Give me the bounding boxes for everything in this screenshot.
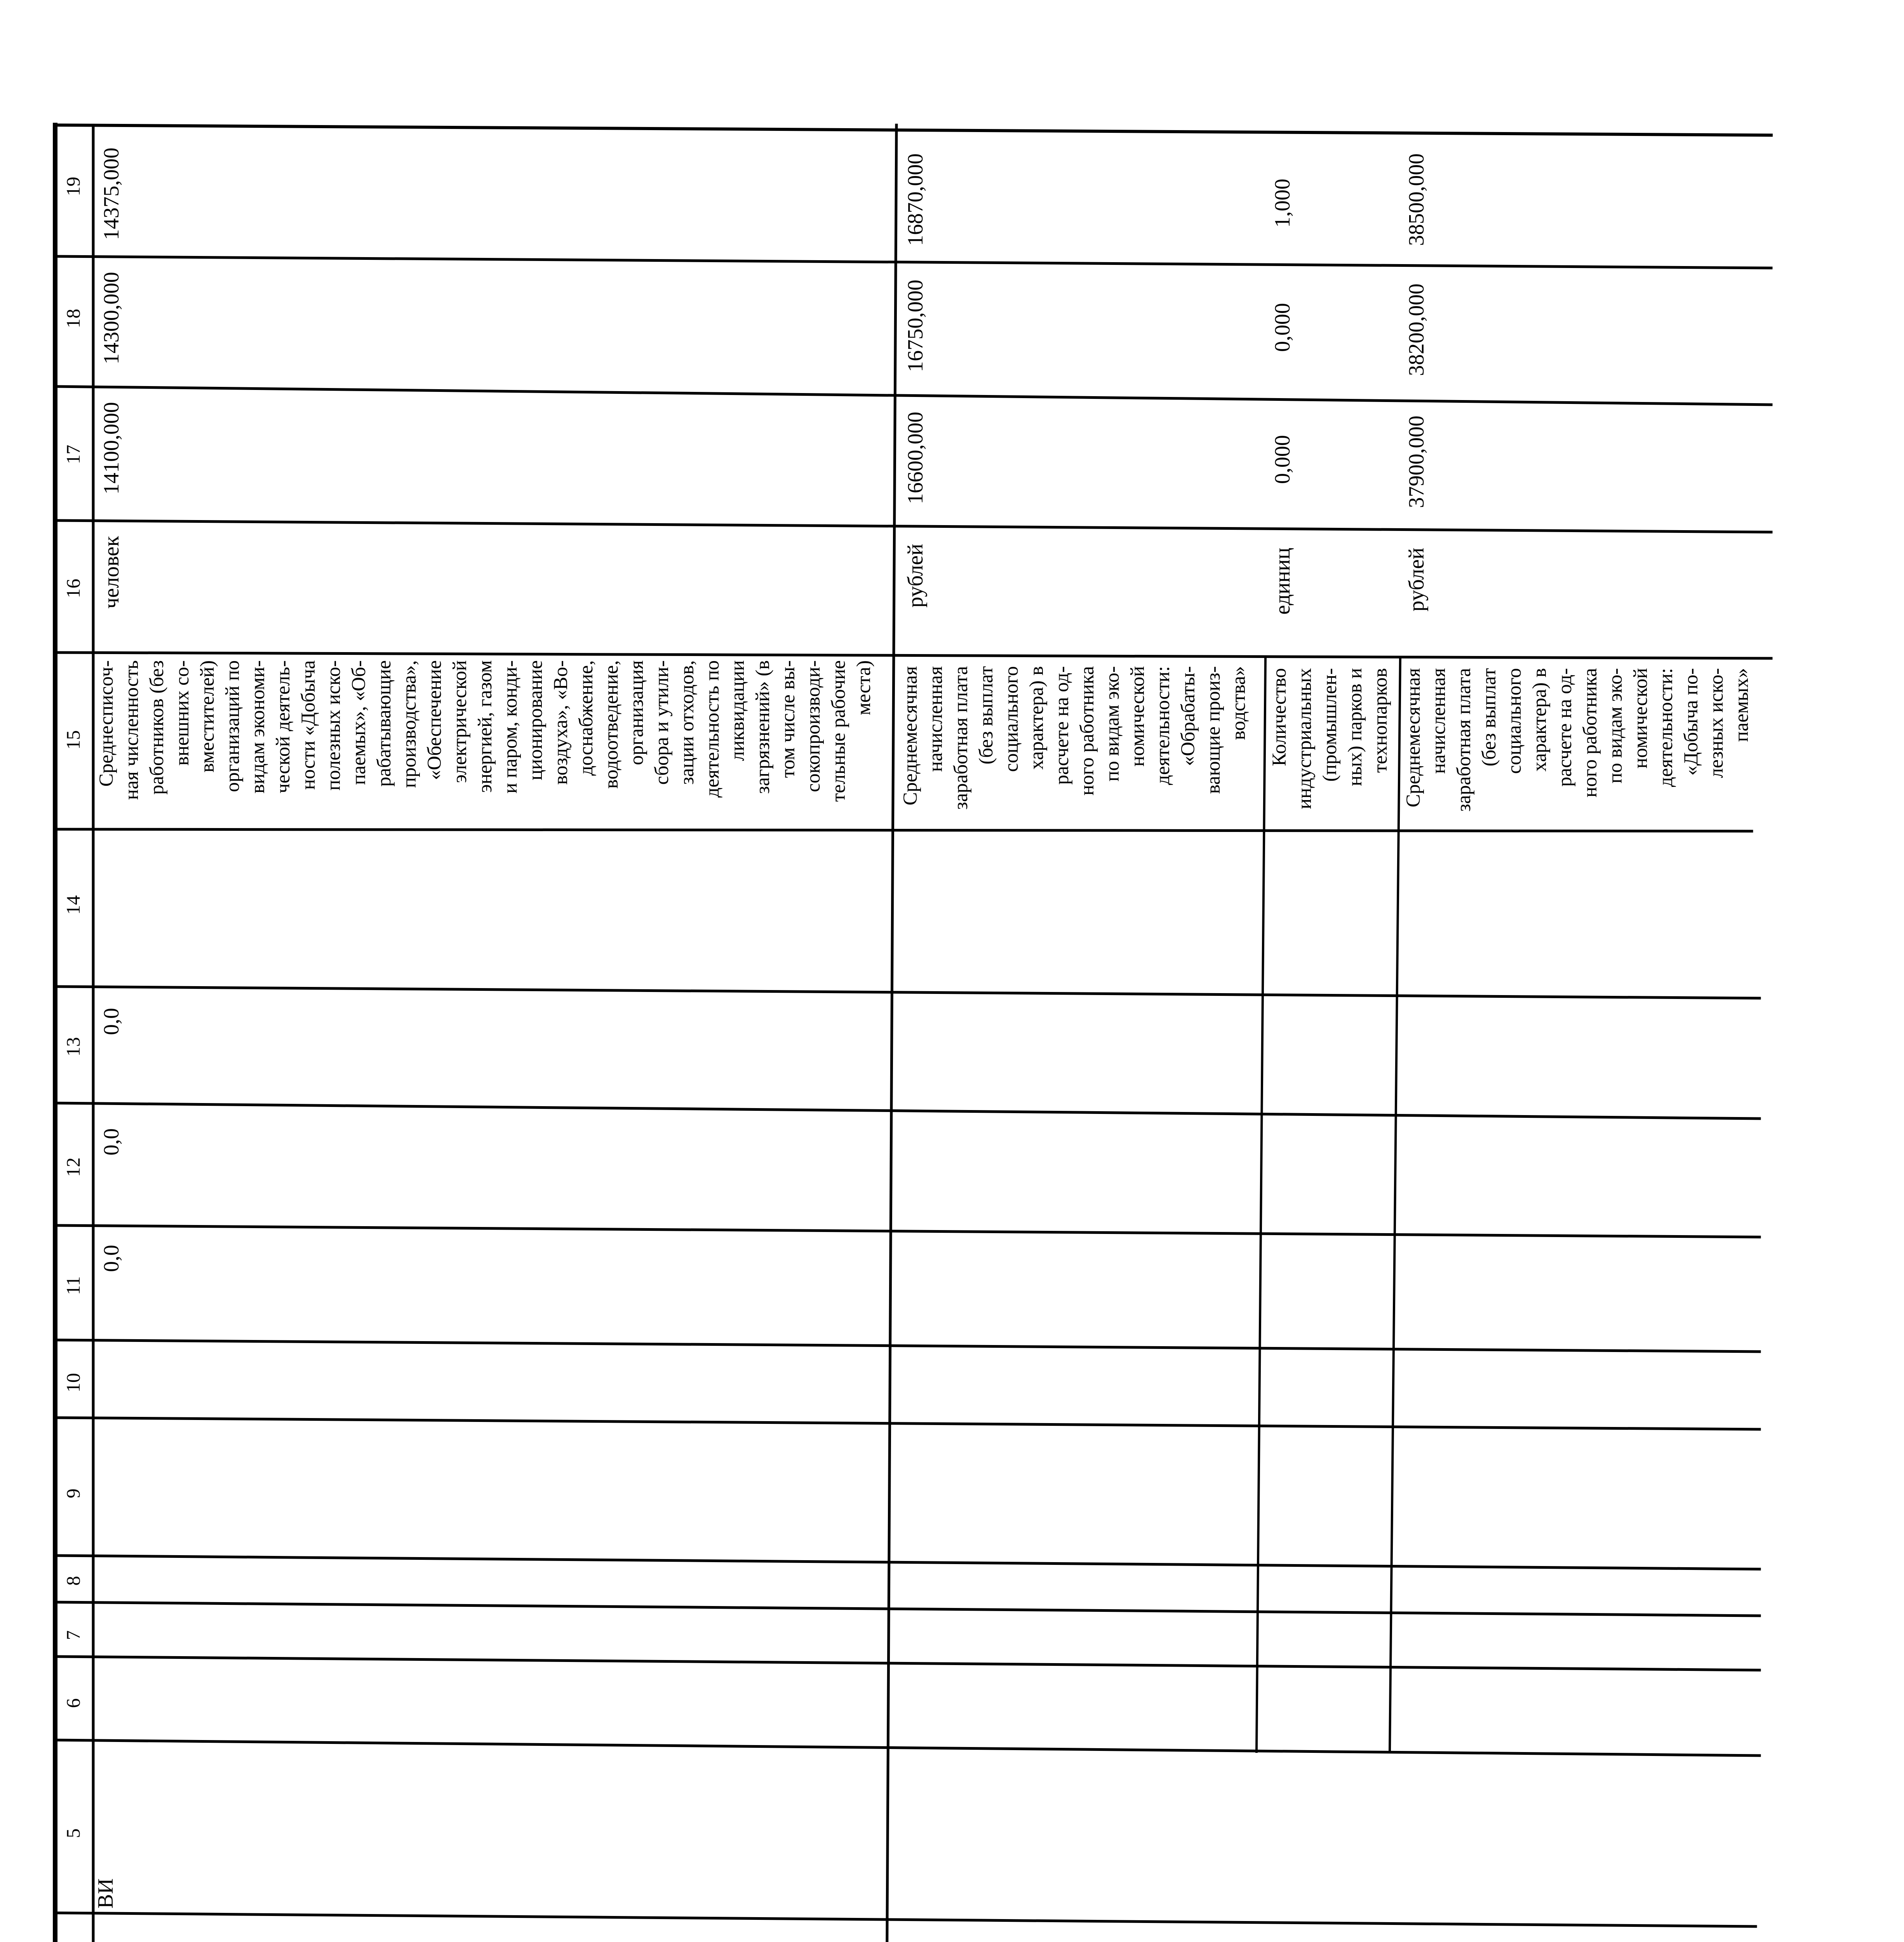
indicator-line: том числе вы- xyxy=(777,660,799,778)
indicator-line: начисленная xyxy=(925,666,947,772)
col-number-11: 11 xyxy=(62,1276,84,1295)
indicator-line: ности «Добыча xyxy=(298,660,319,790)
indicator-line: и паром, конди- xyxy=(499,660,521,794)
table-top-border xyxy=(55,125,1771,135)
indicator-line: сбора и утили- xyxy=(651,660,673,785)
col-number-9: 9 xyxy=(62,1488,84,1498)
indicator-line: водства» xyxy=(1228,666,1250,740)
indicator-line: доснабжение, xyxy=(575,660,597,776)
indicator-line: заработная плата xyxy=(950,666,972,810)
indicator-line: места) xyxy=(853,660,875,715)
indicator-line: «Обеспечение xyxy=(424,660,446,780)
indicator-line: производства», xyxy=(399,660,420,788)
col-14-13-border xyxy=(55,987,1760,998)
row-3-4-border xyxy=(1390,658,1400,1752)
col-18-17-border xyxy=(55,386,1771,405)
value-col-5: ВИ xyxy=(94,1878,118,1909)
table-row xyxy=(900,153,1250,810)
indicator-line: социального xyxy=(1001,666,1022,772)
column-number-header xyxy=(62,177,84,1942)
indicator-line: «Обрабаты- xyxy=(1177,666,1199,766)
indicator-line: деятельность по xyxy=(701,660,723,798)
table-row xyxy=(1403,153,1753,812)
unit-label: рублей xyxy=(1405,548,1429,612)
value-col-17: 16600,000 xyxy=(903,412,928,504)
indicator-line: вместителей) xyxy=(197,660,218,773)
indicator-name xyxy=(96,660,875,802)
indicator-line: деятельности: xyxy=(1655,668,1677,787)
col-16-15-border xyxy=(55,653,1771,658)
indicator-line: расчете на од- xyxy=(1554,668,1576,787)
col-number-7: 7 xyxy=(62,1630,84,1640)
indicator-line: паемых» xyxy=(1731,668,1753,742)
value-col-17: 37900,000 xyxy=(1405,416,1429,508)
indicator-line: ных) парков и xyxy=(1344,668,1366,787)
indicator-line: ного работника xyxy=(1076,666,1098,796)
col-number-16: 16 xyxy=(62,579,84,598)
indicator-line: (без выплат xyxy=(1478,668,1500,767)
indicator-line: по видам эко- xyxy=(1605,668,1626,784)
value-col-18: 14300,000 xyxy=(99,272,124,364)
col-5-4-border xyxy=(55,1913,1756,1926)
indicator-line: полезных иско- xyxy=(323,660,345,791)
col-number-18: 18 xyxy=(62,309,84,328)
col-number-5: 5 xyxy=(62,1828,84,1838)
indicator-line: Среднесписоч- xyxy=(96,660,117,787)
col-7-6-border xyxy=(55,1657,1760,1670)
indicator-line: ная численность xyxy=(121,660,143,800)
col-number-17: 17 xyxy=(62,445,84,464)
indicator-line: организация xyxy=(626,660,647,765)
col-8-7-border xyxy=(55,1602,1760,1616)
value-col-19: 1,000 xyxy=(1270,179,1295,228)
col-number-14: 14 xyxy=(62,895,84,915)
indicator-line: ного работника xyxy=(1579,668,1601,798)
value-col-19: 14375,000 xyxy=(99,148,124,240)
indicator-line: тельные рабочие xyxy=(828,660,849,802)
value-col-19: 38500,000 xyxy=(1405,153,1429,246)
col-9-8-border xyxy=(55,1556,1760,1569)
col-6-5-border xyxy=(55,1740,1760,1756)
col-19-18-border xyxy=(55,256,1771,268)
indicator-line: зации отходов, xyxy=(676,660,698,785)
indicator-line: Количество xyxy=(1269,668,1290,766)
indicator-line: по видам эко- xyxy=(1102,666,1123,782)
col-10-9-border xyxy=(55,1418,1760,1429)
col-number-10: 10 xyxy=(62,1373,84,1392)
indicator-line: начисленная xyxy=(1428,668,1450,774)
unit-label: рублей xyxy=(903,544,928,608)
indicator-line: социального xyxy=(1504,668,1525,774)
indicator-line: водоотведение, xyxy=(600,660,622,789)
indicator-line: ческой деятель- xyxy=(272,660,294,794)
indicator-line: Среднемесячная xyxy=(900,666,921,806)
indicator-line: загрязнений» (в xyxy=(752,660,774,794)
value-col-17: 14100,000 xyxy=(99,402,124,494)
indicator-line: внешних со- xyxy=(171,660,193,766)
indicator-name xyxy=(1269,668,1391,809)
indicator-line: характера) в xyxy=(1529,668,1551,772)
col-number-15: 15 xyxy=(62,730,84,750)
indicator-line: работников (без xyxy=(146,660,168,795)
value-col-17: 0,000 xyxy=(1270,435,1295,484)
col-13-12-border xyxy=(55,1103,1760,1119)
indicator-line: вающие произ- xyxy=(1203,666,1224,794)
indicator-line: паемых», «Об- xyxy=(348,660,370,785)
indicator-name xyxy=(1403,668,1753,812)
value-col-18: 0,000 xyxy=(1270,303,1295,352)
indicator-line: деятельности: xyxy=(1152,666,1174,785)
indicator-line: сокопроизводи- xyxy=(802,660,824,792)
table-row xyxy=(1269,179,1391,809)
indicator-line: характера) в xyxy=(1026,666,1048,770)
value-col-12: 0,0 xyxy=(99,1128,124,1155)
col-15-14-border xyxy=(55,829,1752,831)
value-col-19: 16870,000 xyxy=(903,153,928,246)
col-number-12: 12 xyxy=(62,1157,84,1177)
indicator-line: Среднемесячная xyxy=(1403,668,1424,807)
indicator-line: «Добыча по- xyxy=(1680,668,1702,776)
indicator-line: энергией, газом xyxy=(474,660,496,793)
unit-label: единиц xyxy=(1270,548,1295,615)
indicator-line: технопарков xyxy=(1370,668,1391,773)
table-row xyxy=(94,148,875,1909)
indicator-line: номической xyxy=(1127,666,1149,767)
indicator-line: номической xyxy=(1630,668,1652,769)
indicator-line: электрической xyxy=(449,660,471,783)
col-number-19: 19 xyxy=(62,177,84,196)
unit-label: человек xyxy=(99,536,124,609)
indicator-line: ликвидации xyxy=(727,660,748,761)
indicator-line: (промышлен- xyxy=(1319,668,1341,782)
col-12-11-border xyxy=(55,1225,1760,1237)
indicator-name xyxy=(900,666,1250,810)
value-col-18: 16750,000 xyxy=(903,280,928,372)
indicator-line: заработная плата xyxy=(1453,668,1475,812)
indicator-line: (без выплат xyxy=(975,666,997,765)
value-col-13: 0,0 xyxy=(99,1008,124,1035)
table-grid xyxy=(55,125,1771,1942)
indicator-line: рабатывающие xyxy=(373,660,395,787)
col-17-16-border xyxy=(55,520,1771,532)
indicator-line: ционирование xyxy=(525,660,546,780)
col-number-8: 8 xyxy=(62,1576,84,1586)
row-2-3-border xyxy=(1257,658,1265,1752)
col-11-10-border xyxy=(55,1340,1760,1352)
indicator-line: видам экономи- xyxy=(247,660,269,794)
col-number-6: 6 xyxy=(62,1698,84,1708)
indicator-line: воздуха», «Во- xyxy=(550,660,572,785)
value-col-18: 38200,000 xyxy=(1405,284,1429,376)
indicator-line: лезных иско- xyxy=(1706,668,1727,778)
col-number-13: 13 xyxy=(62,1037,84,1056)
value-col-11: 0,0 xyxy=(99,1245,124,1272)
row-1-2-border xyxy=(884,125,896,1942)
indicator-line: организаций по xyxy=(222,660,244,792)
indicator-line: расчете на од- xyxy=(1051,666,1073,785)
indicator-line: индустриальных xyxy=(1294,668,1316,809)
